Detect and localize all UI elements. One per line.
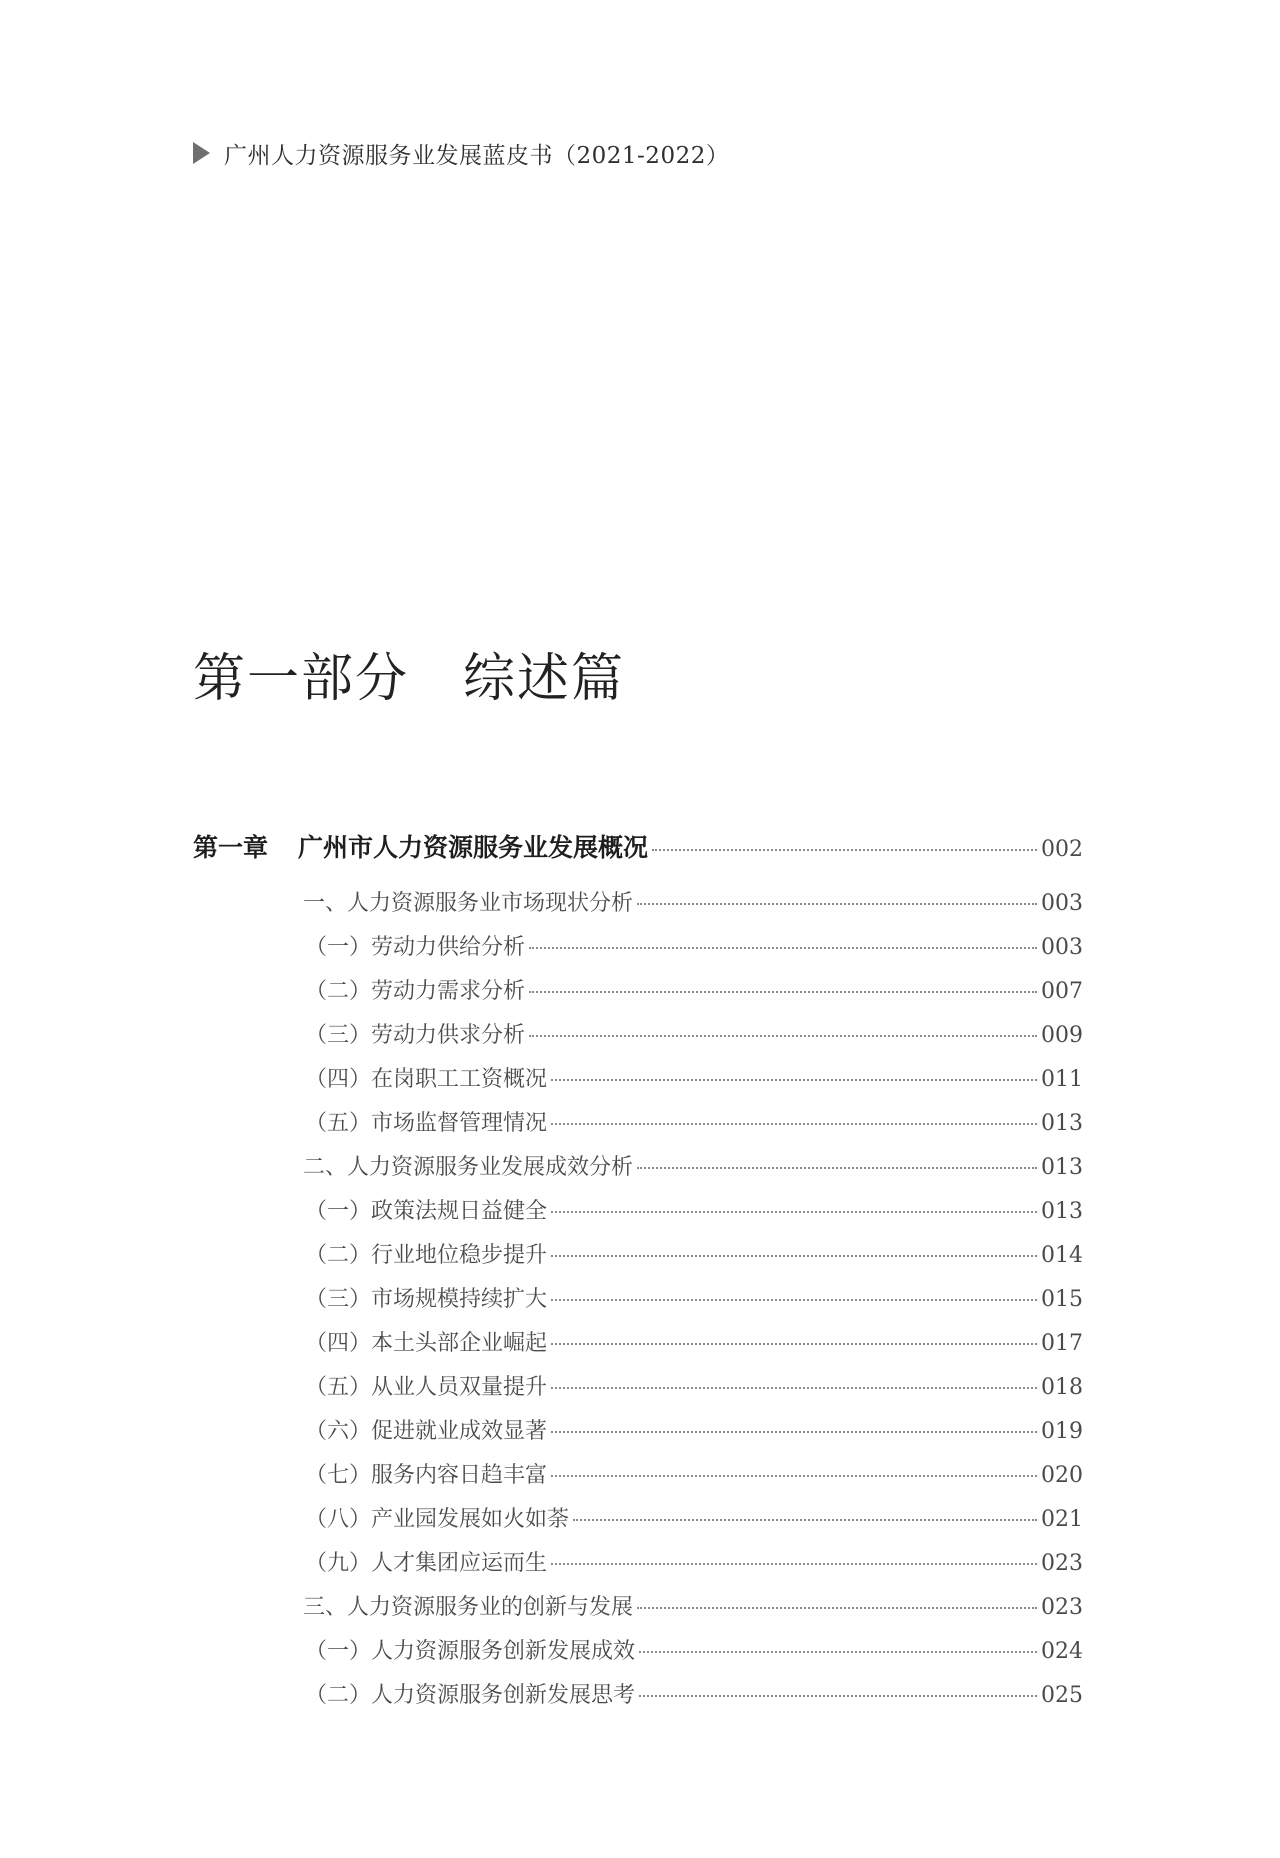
dot-leader [637, 1607, 1037, 1609]
dot-leader [639, 1651, 1037, 1653]
dot-leader [551, 1255, 1037, 1257]
running-header [193, 136, 729, 170]
dot-leader [637, 903, 1037, 905]
toc-entry-label: 二、人力资源服务业发展成效分析 [303, 1155, 634, 1180]
dot-leader [551, 1431, 1037, 1433]
dot-leader [652, 849, 1037, 851]
toc-entry-label: 三、人力资源服务业的创新与发展 [303, 1595, 634, 1620]
dot-leader [529, 991, 1037, 993]
toc-entry-page: 014 [1041, 1243, 1083, 1268]
dot-leader [551, 1299, 1037, 1301]
toc-entry-label: （五）市场监督管理情况 [305, 1111, 548, 1136]
toc-entry[interactable] [193, 1282, 1083, 1326]
toc-entry-page: 003 [1041, 935, 1083, 960]
toc-entry-page: 013 [1041, 1155, 1083, 1180]
toc-entry-label: （三）市场规模持续扩大 [305, 1287, 548, 1312]
toc-entry[interactable] [193, 1458, 1083, 1502]
toc-entry-label: （一）劳动力供给分析 [305, 935, 526, 960]
toc-entry-label: （五）从业人员双量提升 [305, 1375, 548, 1400]
toc-entry[interactable] [193, 1546, 1083, 1590]
toc-entry-label: （四）本土头部企业崛起 [305, 1331, 548, 1356]
dot-leader [551, 1563, 1037, 1565]
toc-entry-page: 023 [1041, 1595, 1083, 1620]
toc-entry-page: 009 [1041, 1023, 1083, 1048]
dot-leader [551, 1211, 1037, 1213]
dot-leader [573, 1519, 1037, 1521]
toc-entry-page: 007 [1041, 979, 1083, 1004]
toc-entry-label: （九）人才集团应运而生 [305, 1551, 548, 1576]
toc-entry-label: （二）人力资源服务创新发展思考 [305, 1683, 636, 1708]
toc-entry-label: （八）产业园发展如火如荼 [305, 1507, 570, 1532]
toc-entry[interactable] [193, 1414, 1083, 1458]
toc-entry-page: 024 [1041, 1639, 1083, 1664]
toc-entry-page: 025 [1041, 1683, 1083, 1708]
toc-entry[interactable] [193, 886, 1083, 930]
dot-leader [551, 1475, 1037, 1477]
toc-entry-label: （六）促进就业成效显著 [305, 1419, 548, 1444]
toc-entry[interactable] [193, 1194, 1083, 1238]
toc-entry-page: 020 [1041, 1463, 1083, 1488]
toc-entry[interactable] [193, 1678, 1083, 1722]
dot-leader [551, 1123, 1037, 1125]
chapter-number: 第一章 [193, 833, 269, 862]
triangle-marker-icon [193, 142, 210, 164]
toc-entry[interactable] [193, 1326, 1083, 1370]
toc-entry-label: 一、人力资源服务业市场现状分析 [303, 891, 634, 916]
table-of-contents [193, 828, 1083, 1722]
dot-leader [529, 1035, 1037, 1037]
toc-entry[interactable] [193, 930, 1083, 974]
toc-chapter-row[interactable] [193, 828, 1083, 886]
toc-entry[interactable] [193, 974, 1083, 1018]
toc-entry[interactable] [193, 1370, 1083, 1414]
toc-entry-label: （一）人力资源服务创新发展成效 [305, 1639, 636, 1664]
toc-entry-page: 011 [1041, 1067, 1083, 1092]
running-header-title: 广州人力资源服务业发展蓝皮书（2021-2022） [224, 142, 730, 169]
toc-entry[interactable] [193, 1502, 1083, 1546]
toc-entry-label: （一）政策法规日益健全 [305, 1199, 548, 1224]
toc-entry[interactable] [193, 1106, 1083, 1150]
dot-leader [639, 1695, 1037, 1697]
toc-entry[interactable] [193, 1018, 1083, 1062]
toc-entry-page: 019 [1041, 1419, 1083, 1444]
toc-entry-page: 023 [1041, 1551, 1083, 1576]
toc-entry-label: （二）劳动力需求分析 [305, 979, 526, 1004]
toc-entry-page: 013 [1041, 1199, 1083, 1224]
toc-entry[interactable] [193, 1238, 1083, 1282]
toc-entry-label: （三）劳动力供求分析 [305, 1023, 526, 1048]
toc-entry-page: 003 [1041, 891, 1083, 916]
chapter-title: 广州市人力资源服务业发展概况 [298, 833, 649, 862]
toc-entry-page: 017 [1041, 1331, 1083, 1356]
dot-leader [551, 1387, 1037, 1389]
toc-entry[interactable] [193, 1150, 1083, 1194]
toc-entry-label: （七）服务内容日趋丰富 [305, 1463, 548, 1488]
toc-entry-label: （二）行业地位稳步提升 [305, 1243, 548, 1268]
toc-entry-page: 021 [1041, 1507, 1083, 1532]
dot-leader [529, 947, 1037, 949]
dot-leader [551, 1079, 1037, 1081]
toc-entry[interactable] [193, 1062, 1083, 1106]
dot-leader [551, 1343, 1037, 1345]
chapter-page-number: 002 [1041, 837, 1083, 862]
part-title: 第一部分 综述篇 [193, 649, 626, 709]
toc-entry-page: 013 [1041, 1111, 1083, 1136]
toc-entry-label: （四）在岗职工工资概况 [305, 1067, 548, 1092]
toc-entry[interactable] [193, 1590, 1083, 1634]
toc-entry-page: 018 [1041, 1375, 1083, 1400]
dot-leader [637, 1167, 1037, 1169]
toc-entry[interactable] [193, 1634, 1083, 1678]
toc-entry-page: 015 [1041, 1287, 1083, 1312]
